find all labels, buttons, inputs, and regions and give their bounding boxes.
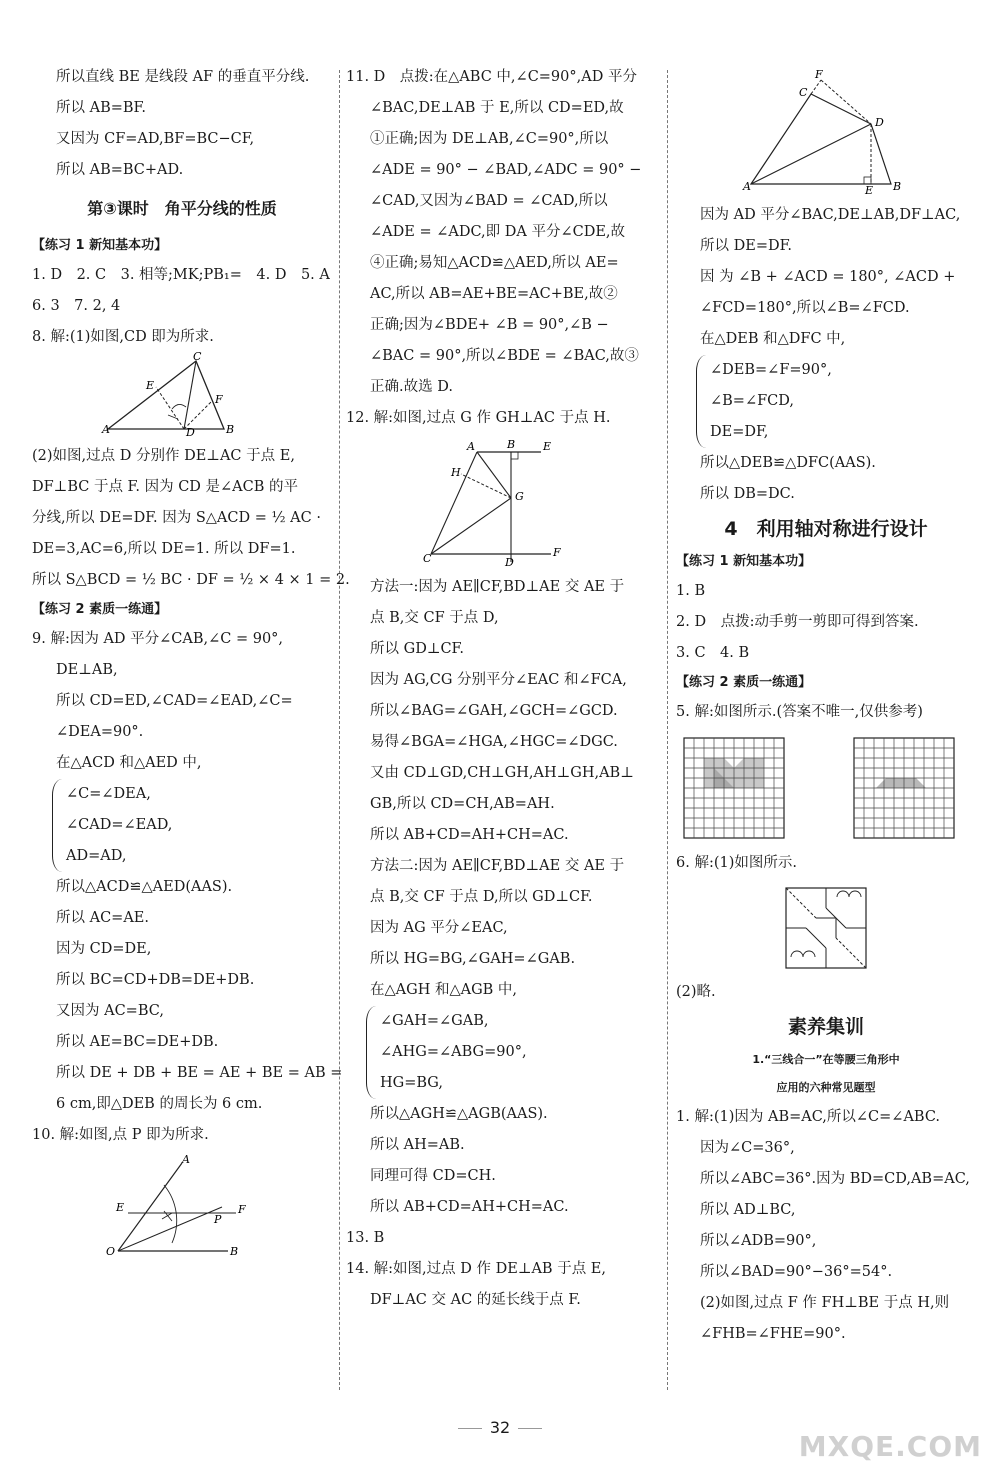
text-line: 10. 解:如图,点 P 即为所求. <box>32 1127 209 1143</box>
training-subtitle: 1.“三线合一”在等腰三角形中 <box>752 1053 900 1066</box>
text-line: ∠BAC = 90°,所以∠BDE = ∠BAC,故③ <box>370 348 639 364</box>
text-line: 方法一:因为 AE∥CF,BD⊥AE 交 AE 于 <box>370 579 625 595</box>
q14-quadrilateral-figure <box>741 66 911 196</box>
practice-heading: 【练习 2 素质一练通】 <box>676 675 812 690</box>
label-A: A <box>467 440 475 453</box>
answer-line: 6. 3 7. 2, 4 <box>32 298 121 314</box>
text-line: ∠AHG=∠ABG=90°, <box>380 1044 527 1060</box>
label-E: E <box>116 1201 125 1214</box>
label-G: G <box>515 490 524 503</box>
text-line: ∠CAD=∠EAD, <box>66 817 173 833</box>
text-line: 因为 AG,CG 分别平分∠EAC 和∠FCA, <box>370 672 627 688</box>
text-line: 所以 AB+CD=AH+CH=AC. <box>370 1199 569 1215</box>
text-line: ④正确;易知△ACD≌△AED,所以 AE= <box>370 255 619 271</box>
text-line: 正确;因为∠BDE+ ∠B = 90°,∠B − <box>370 317 609 333</box>
q5-grid-designs-figure <box>678 732 974 844</box>
text-line: DF⊥AC 交 AC 的延长线于点 F. <box>370 1292 581 1308</box>
label-P: P <box>214 1213 222 1226</box>
column-middle <box>346 62 646 1316</box>
label-C: C <box>799 86 808 99</box>
column-divider <box>339 70 340 1390</box>
text-line: DF⊥BC 于点 F. 因为 CD 是∠ACB 的平 <box>32 479 298 495</box>
text-line: ∠ADE = ∠ADC,即 DA 平分∠CDE,故 <box>370 224 626 240</box>
text-line: 所以∠BAG=∠GAH,∠GCH=∠GCD. <box>370 703 618 719</box>
answer-line: 1. B <box>676 583 706 599</box>
label-B: B <box>893 180 902 193</box>
text-line: ∠BAC,DE⊥AB 于 E,所以 CD=ED,故 <box>370 100 624 116</box>
label-F: F <box>553 546 561 559</box>
column-left <box>32 62 350 1269</box>
text-line: 点 B,交 CF 于点 D, <box>370 610 499 626</box>
answer-line: 2. D 点拨:动手剪一剪即可得到答案. <box>676 614 919 630</box>
answer-line: 8. 解:(1)如图,CD 即为所求. <box>32 329 214 345</box>
text-line: 所以 AB+CD=AH+CH=AC. <box>370 827 569 843</box>
text-line: ∠C=∠DEA, <box>66 786 151 802</box>
text-line: 所以 AC=AE. <box>56 910 149 926</box>
text-line: AD=AD, <box>66 848 127 864</box>
text-line: (2)略. <box>676 984 716 1000</box>
text-line: 所以∠BAD=90°−36°=54°. <box>700 1264 893 1280</box>
text-line: (2)如图,过点 D 分别作 DE⊥AC 于点 E, <box>32 448 295 464</box>
text-line: 在△DEB 和△DFC 中, <box>700 331 846 347</box>
text-line: ∠CAD,又因为∠BAD = ∠CAD,所以 <box>370 193 608 209</box>
text-line: ∠FHB=∠FHE=90°. <box>700 1326 846 1342</box>
answer-line: 3. C 4. B <box>676 645 750 661</box>
text-line: 又因为 AC=BC, <box>56 1003 164 1019</box>
text-line: 所以∠ADB=90°, <box>700 1233 817 1249</box>
text-line: DE=3,AC=6,所以 DE=1. 所以 DF=1. <box>32 541 296 557</box>
text-line: 分线,所以 DE=DF. 因为 S△ACD = ½ AC · <box>32 510 321 526</box>
text-line: 所以 DE=DF. <box>700 238 793 254</box>
label-A: A <box>743 180 751 193</box>
text-line: 因 为 ∠B + ∠ACD = 180°, ∠ACD + <box>700 269 956 285</box>
label-C: C <box>423 552 432 565</box>
label-D: D <box>875 116 884 129</box>
q8-triangle-figure <box>102 350 262 439</box>
brace <box>52 779 63 872</box>
label-F: F <box>815 68 823 81</box>
text-line: (2)如图,过点 F 作 FH⊥BE 于点 H,则 <box>700 1295 950 1311</box>
q6-square-pattern-figure <box>781 883 871 973</box>
text-line: 所以 CD=ED,∠CAD=∠EAD,∠C= <box>56 693 293 709</box>
text-line: 所以 DE + DB + BE = AE + BE = AB = <box>56 1065 343 1081</box>
column-right <box>676 62 976 1350</box>
label-C: C <box>193 350 202 363</box>
text-line: 所以 AB=BF. <box>56 100 146 116</box>
text-line: HG=BG, <box>380 1075 443 1091</box>
label-A: A <box>102 423 110 436</box>
text-line: 因为∠C=36°, <box>700 1140 795 1156</box>
q12-parallel-figure <box>421 438 571 568</box>
text-line: 6 cm,即△DEB 的周长为 6 cm. <box>56 1096 263 1112</box>
text-line: 在△ACD 和△AED 中, <box>56 755 202 771</box>
page-number: 32 <box>0 1418 1000 1437</box>
column-divider <box>667 70 668 1390</box>
text-line: 又因为 CF=AD,BF=BC−CF, <box>56 131 255 147</box>
text-line: 所以 AE=BC=DE+DB. <box>56 1034 219 1050</box>
equation-system <box>346 1006 646 1099</box>
label-B: B <box>226 423 235 436</box>
text-line: 所以△DEB≌△DFC(AAS). <box>700 455 876 471</box>
label-D: D <box>186 426 195 439</box>
label-F: F <box>215 393 223 406</box>
text-line: DE=DF, <box>710 424 769 440</box>
text-line: 13. B <box>346 1230 385 1246</box>
label-A: A <box>182 1153 190 1166</box>
text-line: 点 B,交 CF 于点 D,所以 GD⊥CF. <box>370 889 593 905</box>
answer-line: 1. D 2. C 3. 相等;MK;PB₁= 4. D 5. A <box>32 267 330 283</box>
label-D: D <box>505 556 514 569</box>
training-subtitle: 应用的六种常见题型 <box>776 1081 876 1094</box>
text-line: 12. 解:如图,过点 G 作 GH⊥AC 于点 H. <box>346 410 611 426</box>
text-line: 因为 AG 平分∠EAC, <box>370 920 508 936</box>
text-line: 正确.故选 D. <box>370 379 453 395</box>
text-line: 又由 CD⊥GD,CH⊥GH,AH⊥GH,AB⊥ <box>370 765 634 781</box>
practice-heading: 【练习 1 新知基本功】 <box>32 238 168 253</box>
label-O: O <box>106 1245 116 1258</box>
brace <box>366 1006 377 1099</box>
text-line: 所以△ACD≌△AED(AAS). <box>56 879 233 895</box>
training-title: 素养集训 <box>787 1016 864 1038</box>
text-line: ∠DEB=∠F=90°, <box>710 362 832 378</box>
text-line: 所以 HG=BG,∠GAH=∠GAB. <box>370 951 576 967</box>
text-line: ∠ADE = 90° − ∠BAD,∠ADC = 90° − <box>370 162 642 178</box>
text-line: DE⊥AB, <box>56 662 118 678</box>
label-B: B <box>230 1245 239 1258</box>
text-line: 所以∠ABC=36°.因为 BD=CD,AB=AC, <box>700 1171 970 1187</box>
label-E: E <box>865 184 874 197</box>
section-title: 4 利用轴对称进行设计 <box>724 518 928 540</box>
practice-heading: 【练习 2 素质一练通】 <box>32 602 168 617</box>
brace <box>696 355 707 448</box>
label-E: E <box>543 440 552 453</box>
practice-heading: 【练习 1 新知基本功】 <box>676 554 812 569</box>
label-H: H <box>451 466 461 479</box>
q10-angle-figure <box>102 1155 262 1265</box>
text-line: 所以 AH=AB. <box>370 1137 465 1153</box>
site-watermark: MXQE.COM <box>798 1430 982 1463</box>
text-line: 所以 GD⊥CF. <box>370 641 464 657</box>
equation-system <box>32 779 332 872</box>
text-line: 在△AGH 和△AGB 中, <box>370 982 518 998</box>
text-line: 9. 解:因为 AD 平分∠CAB,∠C = 90°, <box>32 631 284 647</box>
text-line: 所以直线 BE 是线段 AF 的垂直平分线. <box>56 69 310 85</box>
text-line: 所以 AD⊥BC, <box>700 1202 796 1218</box>
text-line: 1. 解:(1)因为 AB=AC,所以∠C=∠ABC. <box>676 1109 941 1125</box>
text-line: GB,所以 CD=CH,AB=AH. <box>370 796 555 812</box>
text-line: 因为 CD=DE, <box>56 941 152 957</box>
text-line: 14. 解:如图,过点 D 作 DE⊥AB 于点 E, <box>346 1261 607 1277</box>
text-line: 所以 AB=BC+AD. <box>56 162 184 178</box>
text-line: 所以 DB=DC. <box>700 486 795 502</box>
text-line: 方法二:因为 AE∥CF,BD⊥AE 交 AE 于 <box>370 858 625 874</box>
text-line: 11. D 点拨:在△ABC 中,∠C=90°,AD 平分 <box>346 69 637 85</box>
label-F: F <box>238 1203 246 1216</box>
text-line: ∠B=∠FCD, <box>710 393 794 409</box>
text-line: ∠FCD=180°,所以∠B=∠FCD. <box>700 300 910 316</box>
text-line: 5. 解:如图所示.(答案不唯一,仅供参考) <box>676 704 923 720</box>
text-line: 因为 AD 平分∠BAC,DE⊥AB,DF⊥AC, <box>700 207 961 223</box>
text-line: 所以△AGH≌△AGB(AAS). <box>370 1106 548 1122</box>
text-line: 6. 解:(1)如图所示. <box>676 855 797 871</box>
text-line: 同理可得 CD=CH. <box>370 1168 496 1184</box>
text-line: AC,所以 AB=AE+BE=AC+BE,故② <box>370 286 618 302</box>
label-E: E <box>146 379 155 392</box>
text-line: ①正确;因为 DE⊥AB,∠C=90°,所以 <box>370 131 609 147</box>
text-line: ∠DEA=90°. <box>56 724 144 740</box>
text-line: ∠GAH=∠GAB, <box>380 1013 489 1029</box>
label-B: B <box>507 438 516 451</box>
equation-system <box>676 355 976 448</box>
text-line: 易得∠BGA=∠HGA,∠HGC=∠DGC. <box>370 734 618 750</box>
lesson-title: 第③课时 角平分线的性质 <box>87 199 277 218</box>
text-line: 所以 S△BCD = ½ BC · DF = ½ × 4 × 1 = 2. <box>32 572 350 588</box>
text-line: 所以 BC=CD+DB=DE+DB. <box>56 972 255 988</box>
